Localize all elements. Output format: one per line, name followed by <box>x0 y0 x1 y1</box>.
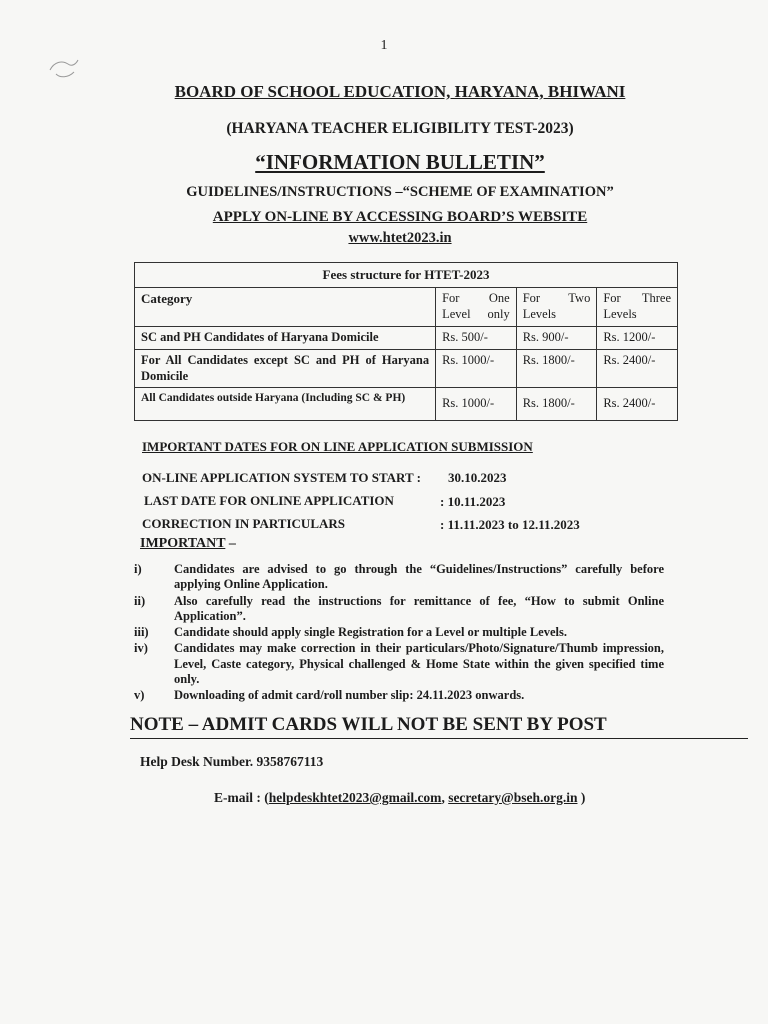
last-date-label: LAST DATE FOR ONLINE APPLICATION <box>144 493 394 508</box>
correction-label: CORRECTION IN PARTICULARS <box>142 516 345 531</box>
list-item <box>134 594 664 625</box>
item-text: Downloading of admit card/roll number slip: 24.11.2023 onwards. <box>174 688 525 702</box>
table-cell: Rs. 500/- <box>436 327 517 350</box>
list-item <box>134 562 664 593</box>
important-dates-title: IMPORTANT DATES FOR ON LINE APPLICATION SUBMISSION <box>142 439 533 454</box>
col-header-category: Category <box>135 288 436 327</box>
scribble-mark-icon <box>46 56 82 82</box>
note-underline <box>130 738 748 739</box>
start-date-label: ON-LINE APPLICATION SYSTEM TO START : <box>142 470 421 485</box>
exam-title: (HARYANA TEACHER ELIGIBILITY TEST-2023) <box>226 120 574 137</box>
correction-value: : 11.11.2023 to 12.11.2023 <box>440 517 580 532</box>
secretary-email-link[interactable]: secretary@bseh.org.in <box>448 790 578 805</box>
table-cell: Rs. 1000/- <box>436 388 517 421</box>
list-item <box>134 688 664 703</box>
instructions-list <box>134 562 664 704</box>
email-label: E-mail : ( <box>214 790 269 805</box>
list-item <box>134 641 664 687</box>
table-row <box>135 349 678 387</box>
item-number: ii) <box>134 593 146 608</box>
table-row <box>135 327 678 350</box>
table-cell: Rs. 1000/- <box>436 349 517 387</box>
page-number: 1 <box>380 38 388 53</box>
table-cell: SC and PH Candidates of Haryana Domicile <box>135 327 436 350</box>
item-text: Also carefully read the instructions for remittance of fee, “How to submit Online Application”. <box>174 593 664 623</box>
table-cell: Rs. 1200/- <box>597 327 678 350</box>
item-text: Candidate should apply single Registration for a Level or multiple Levels. <box>174 625 567 639</box>
website-link[interactable]: www.htet2023.in <box>348 230 452 246</box>
important-label: IMPORTANT <box>140 536 226 551</box>
item-number: iv) <box>134 641 148 656</box>
table-cell: For All Candidates except SC and PH of Haryana Domicile <box>135 349 436 387</box>
email-end: ) <box>577 790 586 805</box>
table-header-row <box>135 288 678 327</box>
apply-online-title: APPLY ON-LINE BY ACCESSING BOARD’S WEBSITE <box>212 209 588 225</box>
list-item <box>134 625 664 640</box>
fees-caption: Fees structure for HTET-2023 <box>135 263 678 288</box>
admit-card-note: NOTE – ADMIT CARDS WILL NOT BE SENT BY POST <box>130 714 607 735</box>
item-number: v) <box>134 688 145 702</box>
start-date-value: 30.10.2023 <box>448 470 507 485</box>
board-title: BOARD OF SCHOOL EDUCATION, HARYANA, BHIWANI <box>174 82 626 101</box>
table-cell: Rs. 2400/- <box>597 349 678 387</box>
email-line <box>214 790 585 806</box>
bulletin-title: “INFORMATION BULLETIN” <box>255 150 545 174</box>
col-header-two-levels: For Two Levels <box>516 288 597 327</box>
table-cell: Rs. 1800/- <box>516 388 597 421</box>
last-date-value: : 10.11.2023 <box>440 494 506 509</box>
help-desk-number: Help Desk Number. 9358767113 <box>140 754 324 769</box>
guidelines-title: GUIDELINES/INSTRUCTIONS –“SCHEME OF EXAMINATION” <box>186 184 614 200</box>
item-number: i) <box>134 562 142 576</box>
helpdesk-email-link[interactable]: helpdeskhtet2023@gmail.com <box>268 790 442 805</box>
important-dash: – <box>225 536 236 551</box>
email-separator: , <box>441 790 449 805</box>
table-cell: Rs. 900/- <box>516 327 597 350</box>
important-heading <box>140 536 236 552</box>
table-cell: All Candidates outside Haryana (Including SC & PH) <box>135 388 436 421</box>
table-row <box>135 388 678 421</box>
table-cell: Rs. 2400/- <box>597 388 678 421</box>
item-text: Candidates may make correction in their particulars/Photo/Signature/Thumb impression, Level, Caste category, Physical challenged & Home State within the given specified time only. <box>174 641 664 686</box>
fees-table <box>134 262 678 421</box>
item-number: iii) <box>134 625 149 639</box>
col-header-three-levels: For Three Levels <box>597 288 678 327</box>
col-header-one-level: For One Level only <box>436 288 517 327</box>
item-text: Candidates are advised to go through the “Guidelines/Instructions” carefully before applying Online Application. <box>174 562 664 592</box>
table-cell: Rs. 1800/- <box>516 349 597 387</box>
